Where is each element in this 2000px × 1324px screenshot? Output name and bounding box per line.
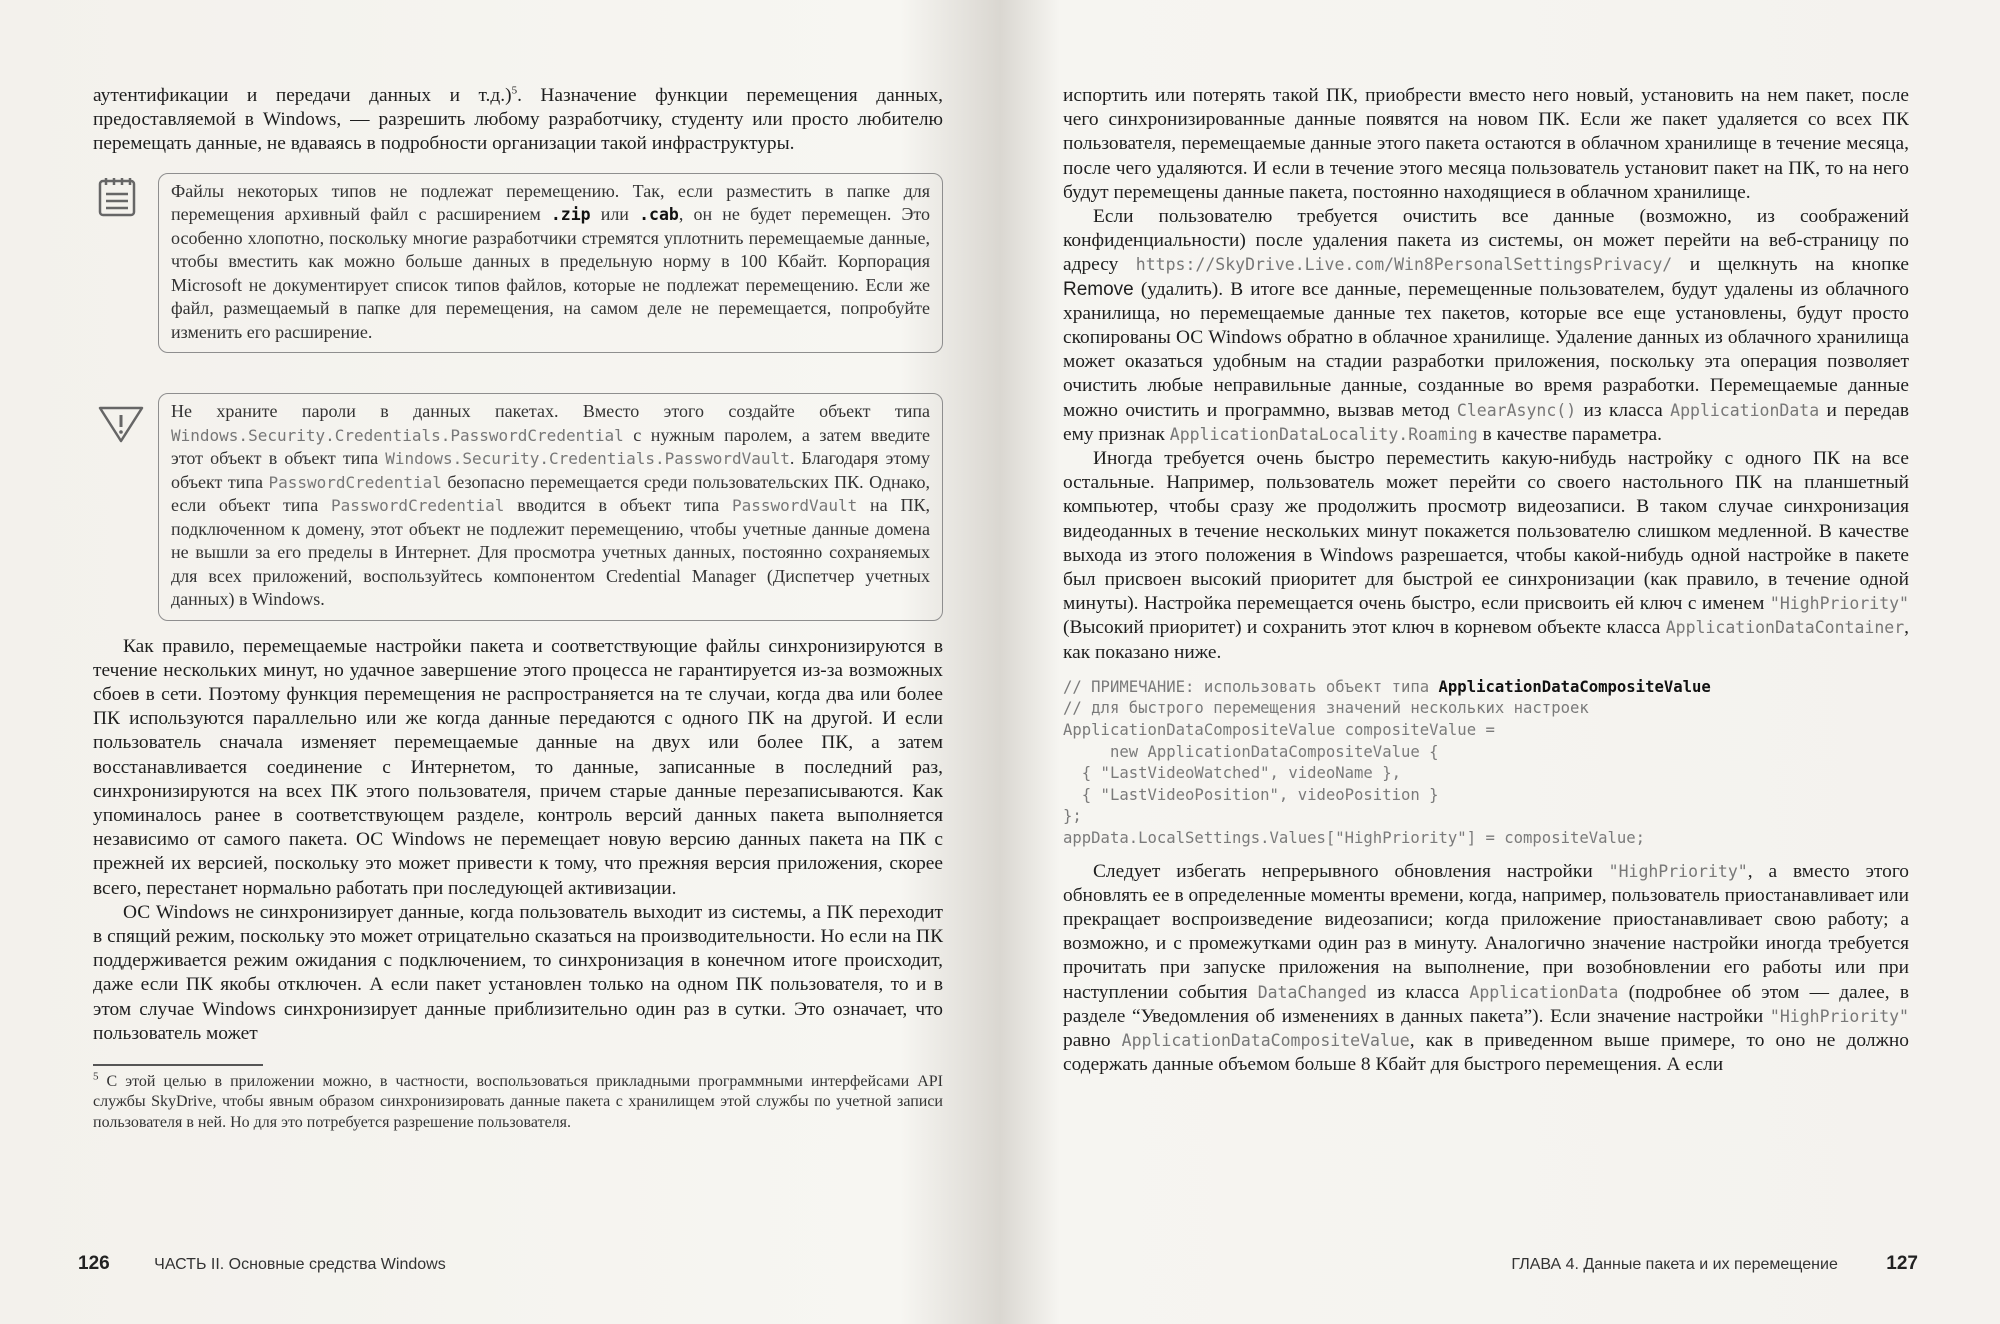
paragraph-sync: Как правило, перемещаемые настройки пакета и соответствующие файлы синхронизируются в течение нескольких минут, но удачное завершение этого процесса не гарантируется из-за возможных сбоев в сети. Поэтому функция перемещения не распространяется на те случаи, когда два или более ПК используются параллельно или же когда данные передаются с одного ПК на другой. И если пользователь сначала изменяет перемещаемые данные на двух или более ПК, а затем восстанавливается соединение с Интернетом, то данные, записанные в последний раз, синхронизируются на всех ПК этого пользователя, причем старые данные перезаписываются. Как упоминалось ранее в соответствующем разделе, контроль версий данных пакета выполняется независимо от самого пакета. ОС Windows не перемещает новую версию данных пакета на ПК с прежней их версией, поскольку это может привести к тому, что прежняя версия приложения, скорее всего, перестанет нормально работать при последующей активизации. [93,635,943,899]
text-span: , как показано ниже. [1063,617,1909,663]
code-span: "HighPriority" [1769,594,1909,614]
page-number: 126 [78,1253,110,1274]
code-line: new ApplicationDataCompositeValue { [1063,742,1439,761]
text-span: или [590,204,640,225]
text-span: (удалить). В итоге все данные, перемещенные пользователем, будут удалены из облачного хранилища, но перемещаемые данные тех пакетов, которые все еще установлены, будут просто скопированы ОС Windows обратно в облачное хранилище. Удаление данных из облачного хранилища может оказаться удобным на стадии разработки приложения, поскольку эта операция позволяет очистить любые неправильные данные, созданные во время разработки. Перемещаемые данные можно очистить и программно, вызвав метод [1063,278,1909,421]
right-page [1063,84,1909,1077]
code-span: PasswordCredential [331,496,505,516]
running-head: Данные пакета и их перемещение [1578,1256,1838,1273]
text-span: аутентификации и передачи данных и т.д.) [93,85,512,106]
text-span: на ПК, подключенном к домену, этот объект не подлежит перемещению, чтобы учетные данные домена не вышли за его пределы в Интернет. Для просмотра учетных данных, постоянно сохраняемых для всех приложений, воспользуйтесь компонентом Credential Manager (Диспетчер учетных данных) в Windows. [171,495,930,610]
url-link[interactable]: https://SkyDrive.Live.com/Win8PersonalSettingsPrivacy/ [1135,255,1673,275]
code-span: .zip [550,205,591,225]
paragraph-continued: испортить или потерять такой ПК, приобрести вместо него новый, установить на нем пакет, после чего синхронизированные данные появятся на новом ПК. Если же пакет удаляется со всех ПК пользователя, перемещаемые данные этого пакета остаются в облачном хранилище в течение месяца, после чего удаляются. И если в течение этого месяца пользователь установит пакет на ПК, то на него будут перемещены данные пакета, постоянно находящиеся в облачном хранилище. [1063,85,1909,203]
code-line: }; [1063,807,1082,826]
warning-callout [158,393,943,621]
text-span: Не храните пароли в данных пакетах. Вместо этого создайте объект типа [171,401,930,422]
code-span: .cab [639,205,679,225]
code-span: ApplicationDataContainer [1665,618,1905,638]
paragraph-clear-data [1063,205,1909,447]
paragraph-high-priority [1063,447,1909,665]
code-line: ApplicationDataCompositeValue compositeValue = [1063,721,1495,740]
paragraph-avoid-updates [1063,860,1909,1078]
code-line: appData.LocalSettings.Values["HighPriority"] = compositeValue; [1063,829,1646,848]
code-span: ApplicationDataCompositeValue [1121,1031,1410,1051]
code-span: Windows.Security.Credentials.PasswordVault [385,449,790,469]
text-span: в качестве параметра. [1477,423,1662,445]
text-span: . Благодаря этому объект типа [171,448,930,492]
left-page [93,84,943,1133]
text-span: безопасно перемещается среди пользовательских ПК. Однако, если объект типа [171,471,930,516]
footnote-divider [93,1064,263,1066]
code-listing [1063,677,1909,850]
page-number: 127 [1886,1253,1918,1274]
code-line: { "LastVideoWatched", videoName }, [1063,764,1401,783]
code-span: ApplicationData [1670,400,1820,420]
chapter-label: ГЛАВА 4. [1511,1256,1579,1273]
code-line: // ПРИМЕЧАНИЕ: использовать объект типа [1063,677,1439,696]
footnote [93,1072,943,1134]
running-head: ЧАСТЬ II. Основные средства Windows [154,1256,446,1273]
code-span: ApplicationDataLocality.Roaming [1169,424,1478,444]
paragraph-intro [93,84,943,157]
warning-text [171,400,930,612]
note-callout [158,173,943,354]
text-span: равно [1063,1030,1122,1052]
code-span: ApplicationData [1469,982,1619,1002]
text-span: Файлы некоторых типов не подлежат перемещению. Так, если разместить в папке для перемещения архивный файл с расширением [171,180,930,225]
footnote-ref[interactable]: 5 [511,84,518,97]
text-span: и передав ему признак [1063,399,1909,445]
code-keyword: ApplicationDataCompositeValue [1438,677,1711,696]
text-span: с нужным паролем, а затем введите этот объект в объект типа [171,424,930,469]
text-span: из класса [1366,981,1470,1003]
code-span: DataChanged [1257,982,1367,1002]
code-span: PasswordVault [731,496,858,516]
paragraph-sleep: ОС Windows не синхронизирует данные, когда пользователь выходит из системы, а ПК переходит в спящий режим, поскольку это может отрицательно сказаться на производительности. Но если на ПК поддерживается режим ожидания с подключением, то синхронизация в конечном итоге происходит, даже если ПК якобы отключен. А если пакет установлен только на одном ПК пользователя, то и в этом случае Windows синхронизирует данные приблизительно один раз в сутки. Это означает, что пользователь может [93,901,943,1044]
note-text [171,180,930,345]
text-span: Следует избегать непрерывного обновления настройки [1093,860,1609,882]
code-span: Windows.Security.Credentials.PasswordCredential [171,425,624,445]
right-folio [1440,1253,1918,1275]
remove-button-label: Remove [1063,278,1134,300]
text-span: , а вместо этого обновлять ее в определенные моменты времени, когда, например, пользователь приостанавливает или прекращает воспроизведение видеозаписи; когда приложение приостанавливает свою работу; а возможно, и с промежутками один раз в минуту. Аналогично значение настройки иногда требуется прочитать при запуске приложения на выполнение, при возобновлении его работы или при наступлении события [1063,860,1909,1003]
code-span: "HighPriority" [1769,1006,1909,1026]
code-span: PasswordCredential [268,472,442,492]
text-span: . Назначение функции перемещения данных, предоставляемой в Windows, — разрешить любому разработчику, студенту или просто любителю перемещать данные, не вдаваясь в подробности организации такой инфраструктуры. [93,85,944,155]
text-span: из класса [1576,399,1671,421]
text-span: вводится в объект типа [504,495,732,516]
notepad-icon [97,176,137,218]
footnote-mark: 5 [93,1070,99,1083]
text-span: Если пользователю требуется очистить все данные (возможно, из соображений конфиденциальности) после удаления пакета из системы, он может перейти на веб-страницу по адресу [1063,206,1909,276]
text-span: (подробнее об этом — далее, в разделе “Уведомления об изменениях в данных пакета”). Если значение настройки [1063,981,1909,1027]
code-line: // для быстрого перемещения значений нескольких настроек [1063,699,1589,718]
left-folio [78,1253,446,1275]
text-span: , как в приведенном выше примере, то оно не должно содержать данные объемом больше 8 Кбайт для быстрого перемещения. А если [1063,1030,1909,1076]
text-span: , он не будет перемещен. Это особенно хлопотно, поскольку многие разработчики стремятся уплотнить перемещаемые данные, чтобы вместить как можно больше данных в предельную норму в 100 Кбайт. Корпорация Microsoft не документирует список типов файлов, которые не подлежат перемещению. Если же файл, размещаемый в папке для перемещения, на самом деле не перемещается, попробуйте изменить его расширение. [171,204,931,342]
warning-icon [97,404,145,444]
text-span: Иногда требуется очень быстро переместить какую-нибудь настройку с одного ПК на все остальные. Например, пользователь может перейти со своего настольного ПК на планшетный компьютер, чтобы сразу же продолжить просмотр видеозаписи. В таком случае синхронизация видеоданных в течение нескольких минут покажется пользователю слишком медленной. В качестве выхода из этого положения в Windows разрешается, чтобы какой-нибудь одной настройке в пакете был присвоен высокий приоритет для быстрой ее синхронизации (как правило, в течение одной минуты). Настройка перемещается очень быстро, если присвоить ей ключ с именем [1063,448,1909,615]
text-span: (Высокий приоритет) и сохранить этот ключ в корневом объекте класса [1063,617,1666,639]
code-span: "HighPriority" [1608,861,1748,881]
code-line: { "LastVideoPosition", videoPosition } [1063,785,1439,804]
text-span: и щелкнуть на кнопке [1672,254,1909,276]
code-span: ClearAsync() [1456,400,1577,420]
text-span: С этой целью в приложении можно, в частности, воспользоваться прикладными программными интерфейсами API службы SkyDrive, чтобы явным образом синхронизировать данные пакета с хранилищем этой службы по учетной записи пользователя в ней. Но для это потребуется разрешение пользователя. [93,1072,943,1131]
